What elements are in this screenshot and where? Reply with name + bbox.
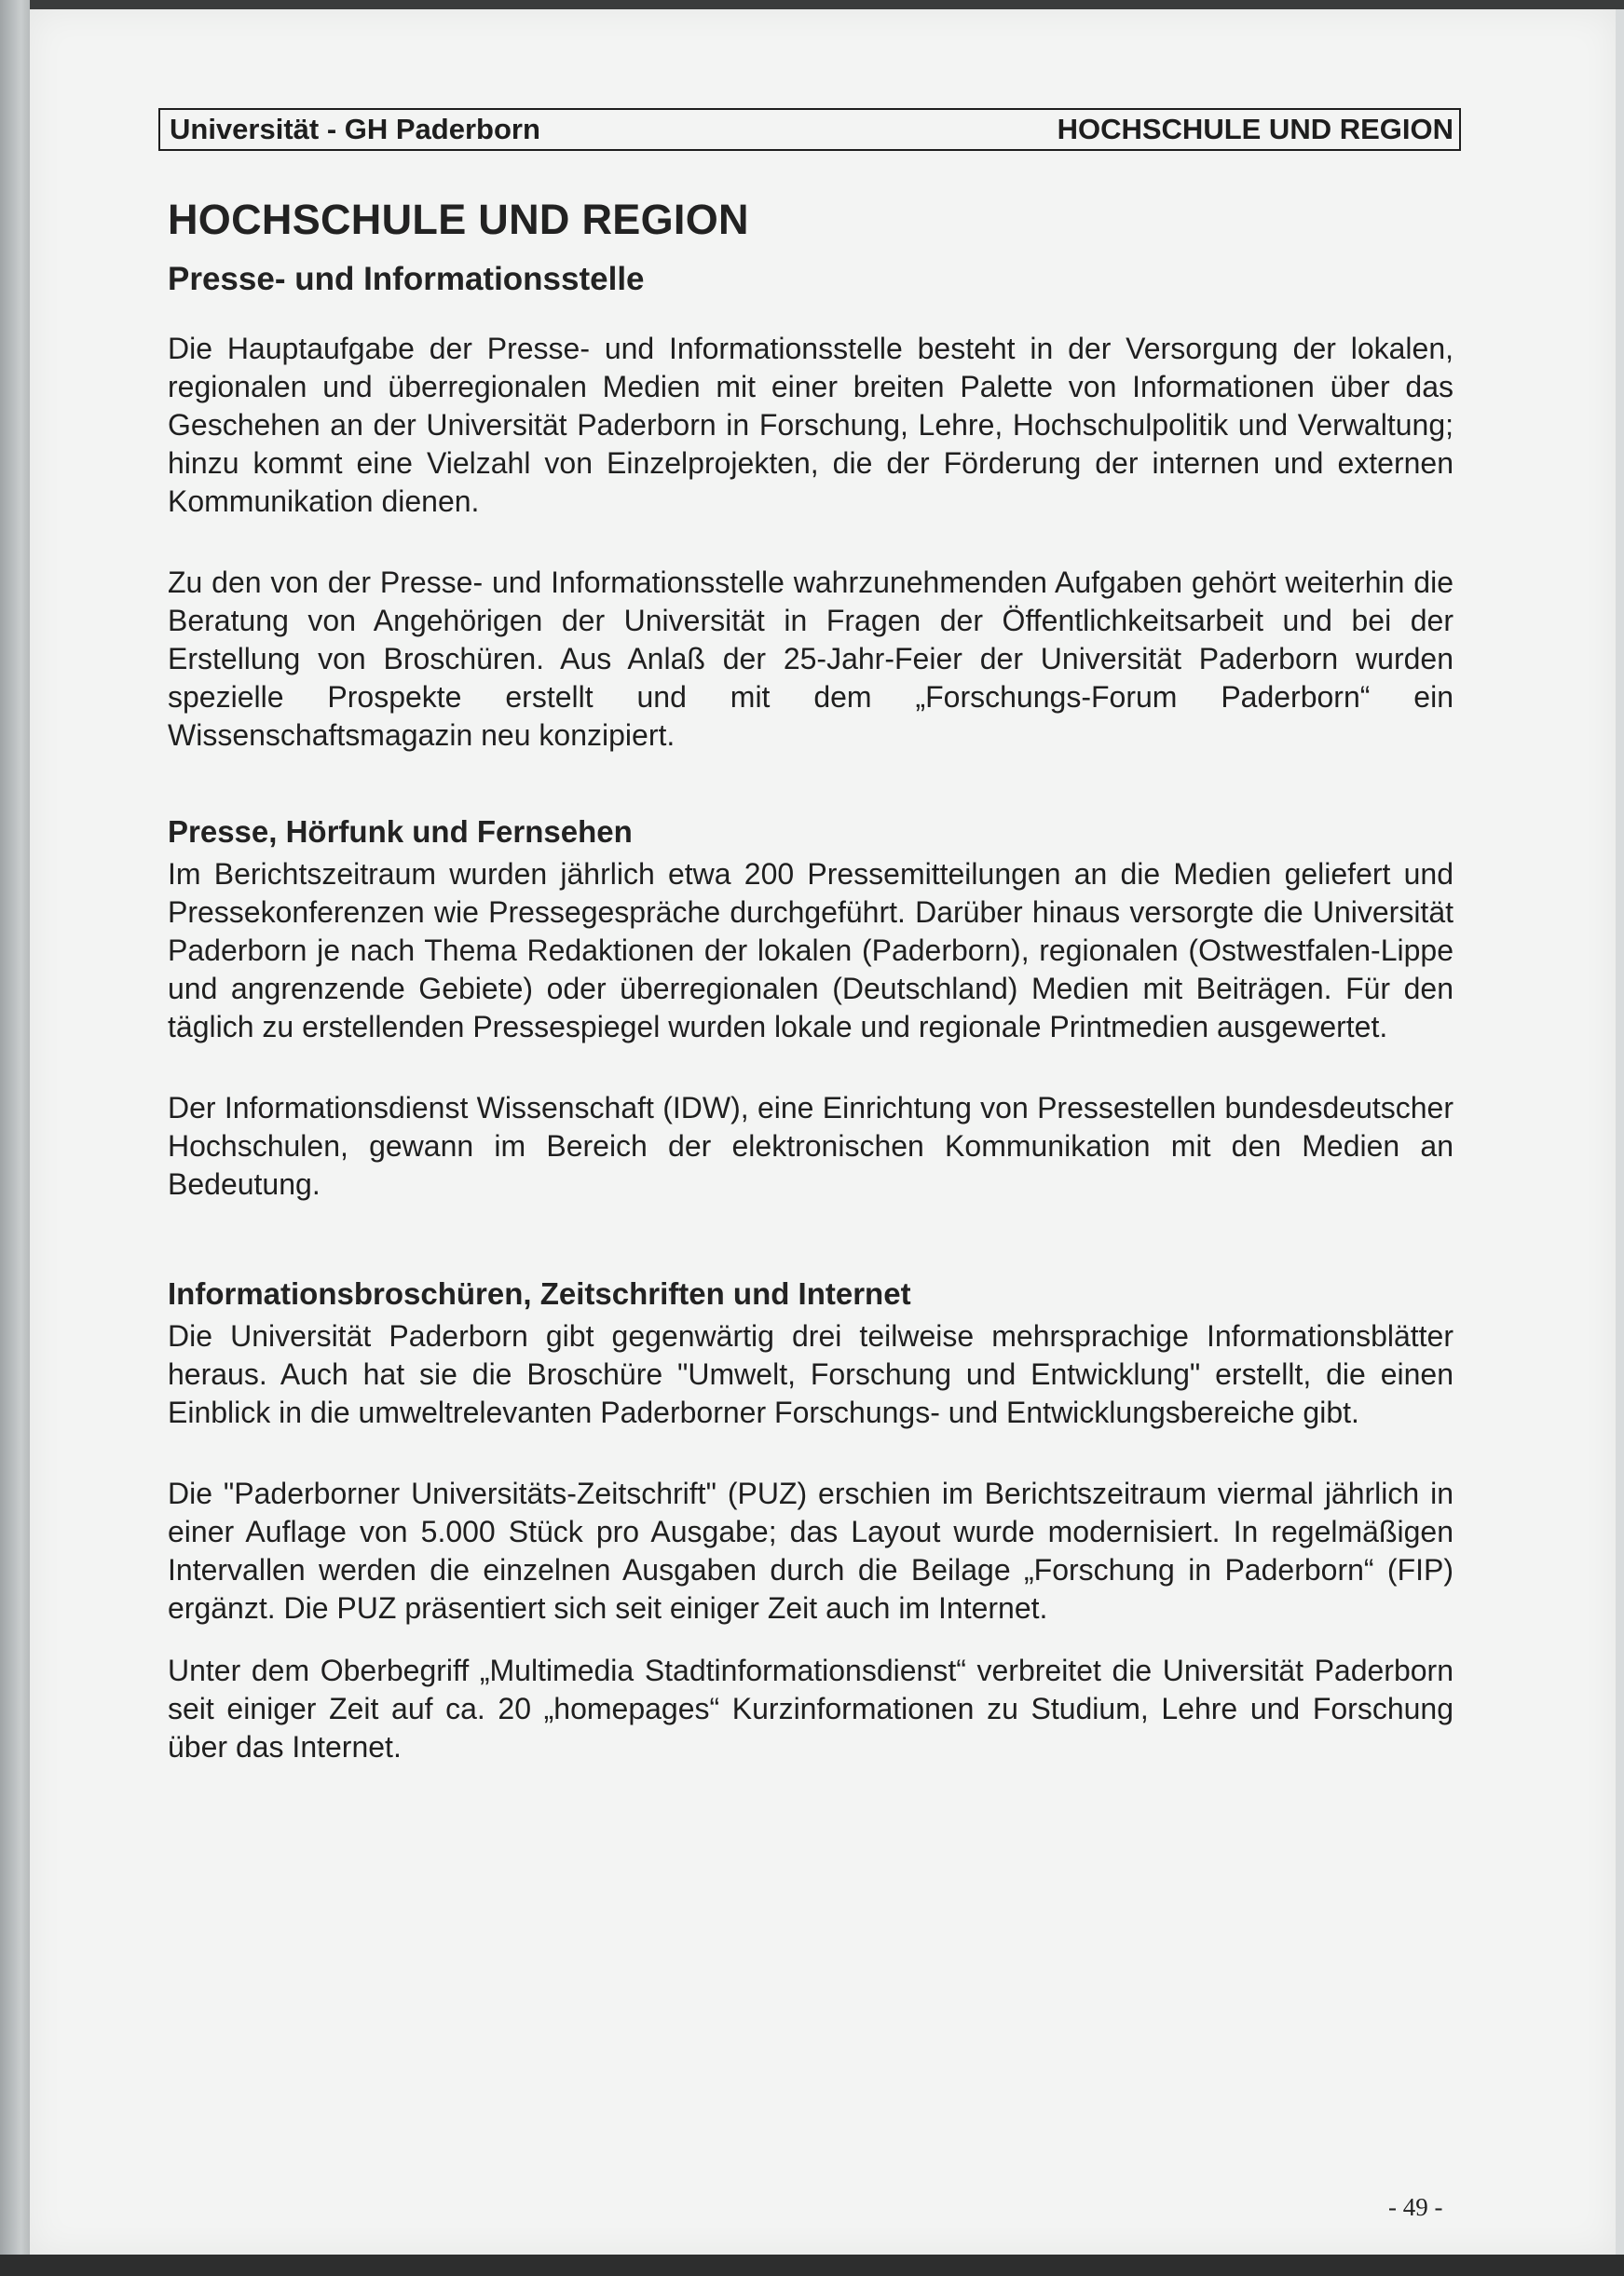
section-heading-presse-informationsstelle: Presse- und Informationsstelle xyxy=(168,261,645,297)
section-heading-presse-hoerfunk-fernsehen: Presse, Hörfunk und Fernsehen xyxy=(168,814,633,849)
paragraph: Die "Paderborner Universitäts-Zeitschrift" (PUZ) erschien im Berichtszeitraum viermal jährlich in einer Auflage von 5.000 Stück pro Ausgabe; das Layout wurde modernisiert. In regelmäßigen Intervallen werden die einzelnen Ausgaben durch die Beilage „Forschung in Paderborn“ (FIP) ergänzt. Die PUZ präsentiert sich seit einiger Zeit auch im Internet. xyxy=(168,1477,1453,1625)
paragraph: Der Informationsdienst Wissenschaft (IDW), eine Einrichtung von Pressestellen bundesdeutscher Hochschulen, gewann im Bereich der elektronischen Kommunikation mit den Medien an Bedeutung. xyxy=(168,1091,1453,1201)
page-bottom-edge xyxy=(0,2255,1624,2276)
paragraph: Unter dem Oberbegriff „Multimedia Stadtinformationsdienst“ verbreitet die Universität Paderborn seit einiger Zeit auf ca. 20 „homepages“ Kurzinformationen zu Studium, Lehre und Forschung über das Internet. xyxy=(168,1654,1453,1764)
page-number: - 49 - xyxy=(1388,2193,1443,2221)
paragraph: Die Hauptaufgabe der Presse- und Informationsstelle besteht in der Versorgung der lokalen, regionalen und überregionalen Medien mit einer breiten Palette von Informationen über das Geschehen an der Universität Paderborn in Forschung, Lehre, Hochschulpolitik und Verwaltung; hinzu kommt eine Vielzahl von Einzelprojekten, die der Förderung der internen und externen Kommunikation dienen. xyxy=(168,332,1453,518)
book-spine xyxy=(0,0,30,2276)
section-heading-informationsbroschueren: Informationsbroschüren, Zeitschriften und Internet xyxy=(168,1276,911,1311)
paragraph: Die Universität Paderborn gibt gegenwärtig drei teilweise mehrsprachige Informationsblätter heraus. Auch hat sie die Broschüre "Umwelt, Forschung und Entwicklung" erstellt, die einen Einblick in die umweltrelevanten Paderborner Forschungs- und Entwicklungsbereiche gibt. xyxy=(168,1319,1453,1429)
header-left: Universität - GH Paderborn xyxy=(170,113,540,145)
page-top-edge xyxy=(0,0,1624,9)
page-title: HOCHSCHULE UND REGION xyxy=(168,196,749,243)
running-header xyxy=(158,108,1461,151)
paragraph: Zu den von der Presse- und Informationsstelle wahrzunehmenden Aufgaben gehört weiterhin die Beratung von Angehörigen der Universität in Fragen der Öffentlichkeitsarbeit und bei der Erstellung von Broschüren. Aus Anlaß der 25-Jahr-Feier der Universität Paderborn wurden spezielle Prospekte erstellt und mit dem „Forschungs-Forum Paderborn“ ein Wissenschaftsmagazin neu konzipiert. xyxy=(168,566,1453,752)
page-content xyxy=(168,196,1453,1766)
paragraph: Im Berichtszeitraum wurden jährlich etwa 200 Pressemitteilungen an die Medien geliefert und Pressekonferenzen wie Pressegespräche durchgeführt. Darüber hinaus versorgte die Universität Paderborn je nach Thema Redaktionen der lokalen (Paderborn), regionalen (Ostwestfalen-Lippe und angrenzende Gebiete) oder überregionalen (Deutschland) Medien mit Beiträgen. Für den täglich zu erstellenden Pressespiegel wurden lokale und regionale Printmedien ausgewertet. xyxy=(168,857,1453,1043)
header-right: HOCHSCHULE UND REGION xyxy=(1057,113,1453,145)
